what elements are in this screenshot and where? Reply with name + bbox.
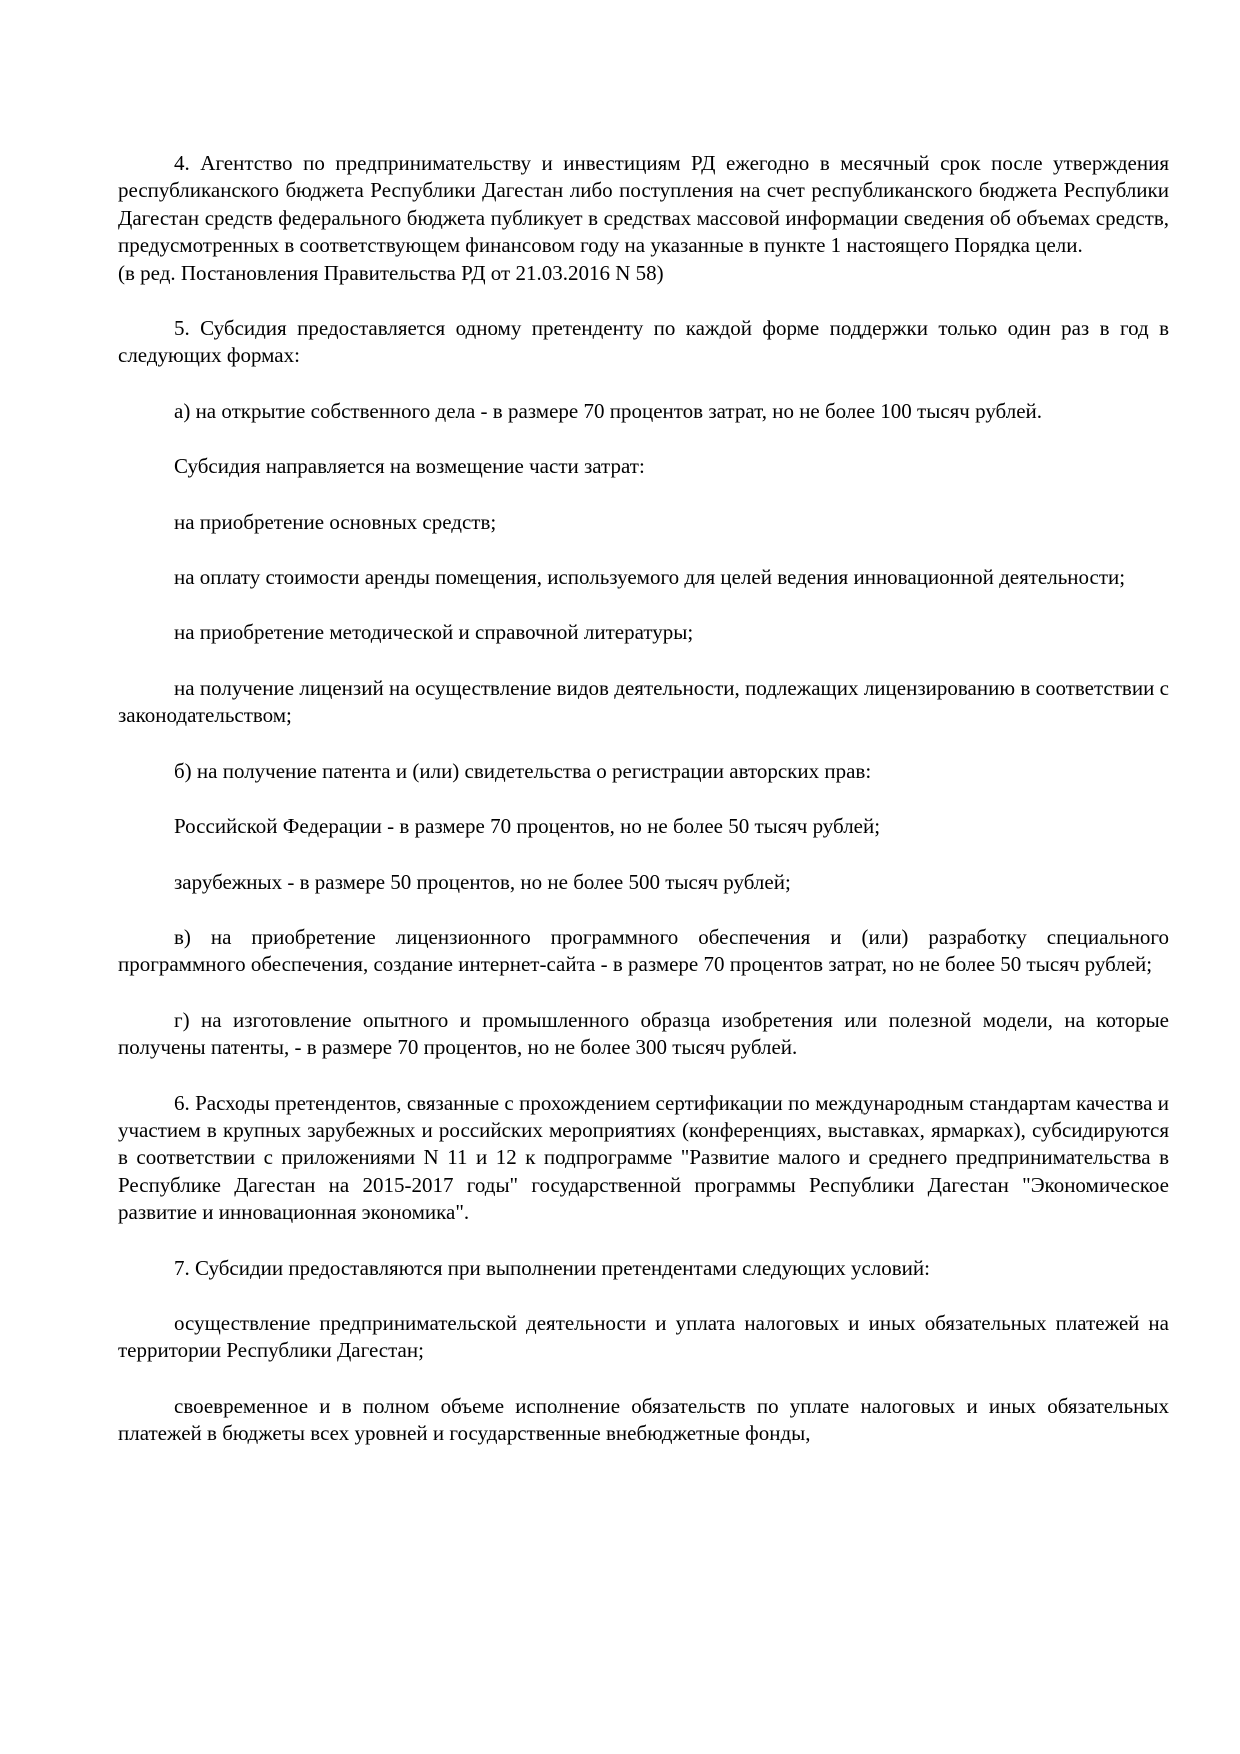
paragraph-5a-item-4: на получение лицензий на осуществление видов деятельности, подлежащих лицензированию в соответствии с законодательством; bbox=[118, 675, 1169, 728]
amendment-note: (в ред. Постановления Правительства РД от 21.03.2016 N 58) bbox=[118, 260, 664, 285]
paragraph-5: 5. Субсидия предоставляется одному претенденту по каждой форме поддержки только один раз в год в следующих формах: bbox=[118, 316, 1169, 368]
paragraph-7-item-1: осуществление предпринимательской деятельности и уплата налоговых и иных обязательных платежей на территории Республики Дагестан; bbox=[118, 1310, 1169, 1363]
paragraph-7: 7. Субсидии предоставляются при выполнении претендентами следующих условий: bbox=[174, 1255, 930, 1280]
paragraph-5v: в) на приобретение лицензионного программного обеспечения и (или) разработку специального программного обеспечения, создание интернет-сайта - в размере 70 процентов затрат, но не более 50 тысяч рублей; bbox=[118, 924, 1169, 977]
paragraph-5a-item-3: на приобретение методической и справочной литературы; bbox=[174, 620, 694, 645]
paragraph-5a-intro: Субсидия направляется на возмещение части затрат: bbox=[174, 454, 645, 479]
paragraph-5g: г) на изготовление опытного и промышленного образца изобретения или полезной модели, на которые получены патенты, - в размере 70 процентов, но не более 300 тысяч рублей. bbox=[118, 1007, 1169, 1060]
paragraph-5b-item-1: Российской Федерации - в размере 70 процентов, но не более 50 тысяч рублей; bbox=[174, 814, 881, 839]
paragraph-7-item-2: своевременное и в полном объеме исполнение обязательств по уплате налоговых и иных обязательных платежей в бюджеты всех уровней и государственные внебюджетные фонды, bbox=[118, 1393, 1169, 1446]
paragraph-5a-item-1: на приобретение основных средств; bbox=[174, 509, 497, 534]
paragraph-4: 4. Агентство по предпринимательству и инвестициям РД ежегодно в месячный срок после утверждения республиканского бюджета Республики Дагестан либо поступления на счет республиканского бюджета Республики Дагестан средств федерального бюджета публикует в средствах массовой информации сведения об объемах средств, предусмотренных в соответствующем финансовом году на указанные в пункте 1 настоящего Порядка цели. bbox=[118, 151, 1169, 258]
document-page bbox=[118, 150, 1169, 1476]
paragraph-6: 6. Расходы претендентов, связанные с прохождением сертификации по международным стандартам качества и участием в крупных зарубежных и российских мероприятиях (конференциях, выставках, ярмарках), субсидируются в соответствии с приложениями N 11 и 12 к подпрограмме "Развитие малого и среднего предпринимательства в Республике Дагестан на 2015-2017 годы" государственной программы Республики Дагестан "Экономическое развитие и инновационная экономика". bbox=[118, 1090, 1169, 1225]
paragraph-5a-item-2: на оплату стоимости аренды помещения, используемого для целей ведения инновационной деятельности; bbox=[174, 565, 1126, 590]
paragraph-5b-item-2: зарубежных - в размере 50 процентов, но не более 500 тысяч рублей; bbox=[174, 869, 791, 894]
paragraph-5a: а) на открытие собственного дела - в размере 70 процентов затрат, но не более 100 тысяч рублей. bbox=[174, 398, 1043, 423]
paragraph-5b: б) на получение патента и (или) свидетельства о регистрации авторских прав: bbox=[174, 758, 872, 783]
